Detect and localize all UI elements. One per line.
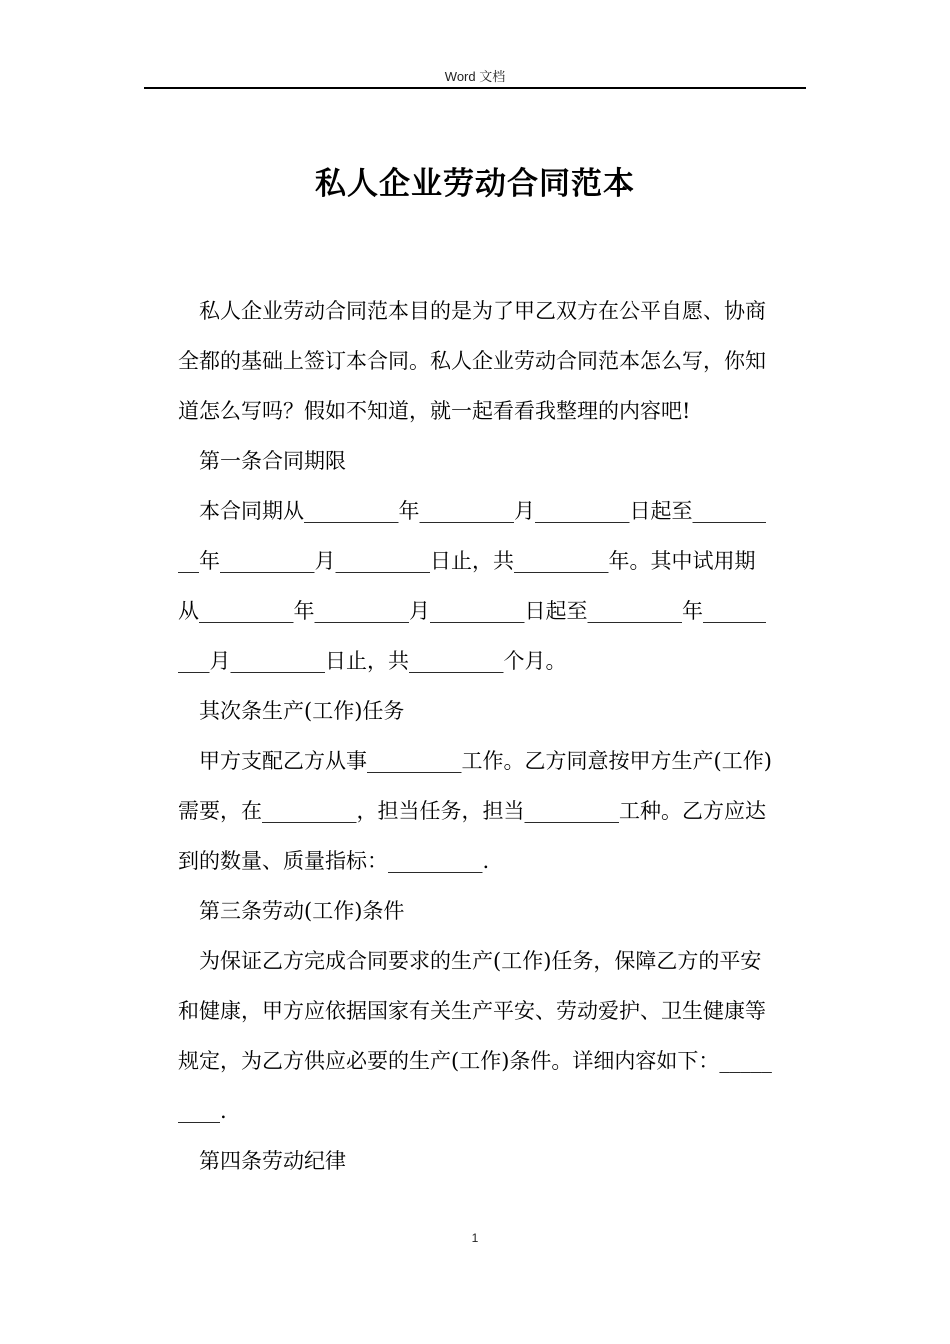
header-divider	[144, 87, 806, 89]
section-heading: 第三条劳动(工作)条件	[199, 899, 405, 923]
paragraph-line: ____.	[178, 1099, 227, 1123]
page-number: 1	[471, 1231, 479, 1245]
document-title: 私人企业劳动合同范本	[315, 166, 635, 202]
paragraph-line: 本合同期从_________年_________月_________日起至_______	[199, 499, 766, 523]
section-heading: 其次条生产(工作)任务	[199, 699, 405, 723]
paragraph-line: 全都的基础上签订本合同。私人企业劳动合同范本怎么写，你知	[178, 349, 766, 373]
page-header: Word 文档	[444, 69, 506, 84]
paragraph-line: 甲方支配乙方从事_________工作。乙方同意按甲方生产(工作)	[199, 749, 772, 773]
paragraph-line: 规定，为乙方供应必要的生产(工作)条件。详细内容如下：_____	[178, 1049, 772, 1073]
paragraph-line: 到的数量、质量指标：_________.	[178, 849, 490, 873]
paragraph-line: 和健康，甲方应依据国家有关生产平安、劳动爱护、卫生健康等	[178, 999, 766, 1023]
paragraph-line: __年_________月_________日止，共_________年。其中试用期	[178, 549, 756, 573]
paragraph-line: ___月_________日止，共_________个月。	[178, 649, 567, 673]
section-heading: 第一条合同期限	[199, 449, 346, 473]
paragraph-line: 道怎么写吗？假如不知道，就一起看看我整理的内容吧!	[178, 399, 691, 423]
paragraph-line: 私人企业劳动合同范本目的是为了甲乙双方在公平自愿、协商	[199, 299, 766, 323]
paragraph-line: 从_________年_________月_________日起至_________年______	[178, 599, 766, 623]
section-heading: 第四条劳动纪律	[199, 1149, 346, 1173]
document-body	[178, 286, 806, 1186]
paragraph-line: 为保证乙方完成合同要求的生产(工作)任务，保障乙方的平安	[199, 949, 762, 973]
paragraph-line: 需要，在_________，担当任务，担当_________工种。乙方应达	[178, 799, 766, 823]
